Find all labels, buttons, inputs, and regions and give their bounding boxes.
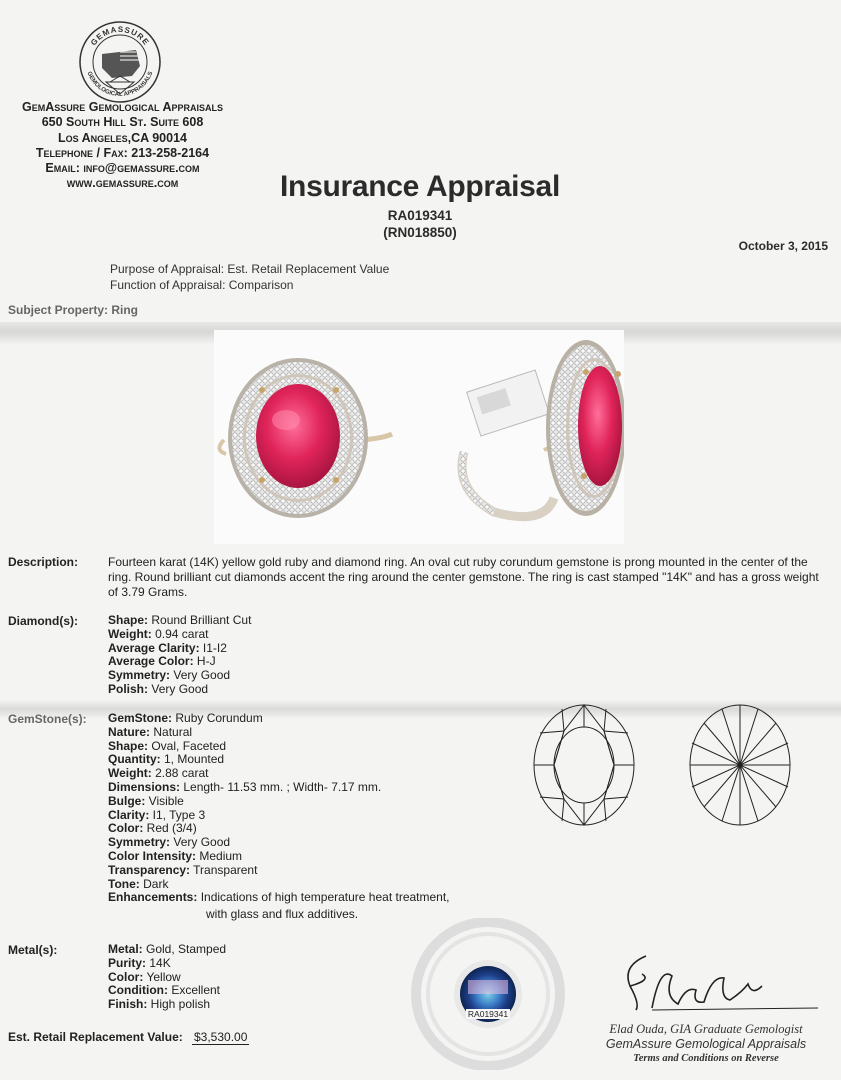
seal-number: RA019341 — [467, 1009, 509, 1019]
gemassure-logo — [78, 20, 162, 104]
diamonds-row — [108, 642, 251, 656]
field-key: Symmetry: — [108, 835, 171, 850]
field-key: GemStone: — [108, 711, 173, 725]
field-key: Condition: — [108, 983, 168, 998]
gemstone-row — [108, 740, 450, 754]
diamonds-row — [108, 628, 251, 642]
ra-number: RA019341 — [387, 208, 453, 223]
field-key: Shape: — [108, 613, 149, 627]
rn-number: (RN018850) — [383, 225, 457, 240]
gemstone-row — [108, 850, 450, 864]
field-key: Enhancements: — [108, 890, 198, 905]
field-value: Round Brilliant Cut — [148, 613, 252, 627]
company-address: 650 South Hill St. Suite 608 — [41, 115, 204, 130]
function-line: Function of Appraisal: Comparison — [110, 278, 294, 292]
diamonds-label: Diamond(s): — [8, 614, 78, 628]
gemstone-row — [108, 781, 450, 795]
company-phone: Telephone / Fax: 213-258-2164 — [35, 145, 210, 160]
field-value: Natural — [150, 724, 193, 739]
svg-text:GEMOLOGICAL APPRAISALS: GEMOLOGICAL APPRAISALS — [85, 70, 155, 99]
field-value: Red (3/4) — [143, 821, 197, 836]
field-value: Oval, Faceted — [148, 738, 227, 753]
company-name: GemAssure Gemological Appraisals — [22, 100, 223, 114]
diamonds-row — [108, 683, 251, 697]
field-key: Average Clarity: — [108, 640, 200, 655]
field-key: Shape: — [108, 738, 149, 753]
field-key: Tone: — [108, 876, 140, 891]
oval-pavilion-diagram — [690, 705, 790, 825]
field-value: I1-I2 — [199, 640, 227, 655]
company-website: www.gemassure.com — [66, 176, 179, 191]
svg-text:GEMASSURE: GEMASSURE — [88, 24, 152, 48]
metal-details — [108, 943, 226, 1012]
field-value: 14K — [146, 955, 171, 970]
gemstone-details — [108, 712, 450, 905]
gemstone-row — [108, 864, 450, 878]
field-key: Weight: — [108, 766, 152, 781]
field-value: Very Good — [170, 835, 231, 850]
field-key: Transparency: — [108, 862, 191, 877]
gemstone-row — [108, 753, 450, 767]
gemstone-row — [108, 878, 450, 892]
field-key: Color: — [108, 821, 144, 836]
metal-row — [108, 984, 226, 998]
purpose-line: Purpose of Appraisal: Est. Retail Replacement Value — [110, 262, 390, 276]
field-value: Transparent — [190, 862, 258, 877]
ring-photos — [214, 330, 624, 544]
gemstone-row — [108, 767, 450, 781]
metal-row — [108, 943, 226, 957]
field-key: Polish: — [108, 681, 149, 696]
metal-row — [108, 957, 226, 971]
field-value: Yellow — [143, 969, 181, 984]
field-value: Dark — [139, 876, 169, 891]
gemstone-label: GemStone(s): — [8, 712, 87, 726]
signer-name: Elad Ouda, GIA Graduate Gemologist — [609, 1022, 803, 1036]
company-city: Los Angeles,CA 90014 — [58, 130, 187, 145]
metal-label: Metal(s): — [8, 943, 58, 957]
diamonds-row — [108, 655, 251, 669]
gemstone-row — [108, 822, 450, 836]
field-value: 1, Mounted — [160, 752, 225, 767]
diamonds-row — [108, 669, 251, 683]
field-value: H-J — [193, 654, 216, 669]
field-value: Gold, Stamped — [142, 942, 227, 956]
field-key: Nature: — [108, 724, 151, 739]
field-value: Visible — [145, 793, 184, 808]
appraisal-date: October 3, 2015 — [738, 239, 828, 253]
gemstone-row — [108, 891, 450, 905]
field-value: Ruby Corundum — [172, 711, 263, 725]
field-key: Bulge: — [108, 793, 146, 808]
field-key: Clarity: — [108, 807, 150, 822]
field-value: Indications of high temperature heat treatment, — [197, 890, 450, 905]
diamonds-row — [108, 614, 251, 628]
diamonds-details — [108, 614, 251, 697]
field-key: Dimensions: — [108, 779, 181, 794]
field-key: Color: — [108, 969, 144, 984]
description-text: Fourteen karat (14K) yellow gold ruby and diamond ring. An oval cut ruby corundum gemstone is prong mounted in the center of the ring. Round brilliant cut diamonds accent the ring around the center gemstone. The ring is cast stamped "14K" and has a gross weight of 3.79 Grams. — [108, 555, 819, 600]
field-key: Purity: — [108, 955, 147, 970]
description-label: Description: — [8, 555, 79, 569]
company-info — [0, 100, 245, 192]
value-label: Est. Retail Replacement Value: — [8, 1030, 183, 1044]
field-value: Very Good — [170, 668, 231, 683]
metal-row — [108, 998, 226, 1012]
value-amount: $3,530.00 — [194, 1030, 248, 1044]
field-value: I1, Type 3 — [149, 807, 206, 822]
enhancements-continued: with glass and flux additives. — [206, 907, 359, 921]
field-key: Symmetry: — [108, 668, 171, 683]
oval-crown-diagram — [534, 705, 634, 825]
signature — [612, 946, 822, 1018]
gem-diagrams — [532, 703, 794, 827]
field-key: Weight: — [108, 626, 152, 641]
field-key: Quantity: — [108, 752, 161, 767]
field-value: 2.88 carat — [151, 766, 209, 781]
field-key: Finish: — [108, 997, 148, 1012]
field-value: Very Good — [148, 681, 209, 696]
signer-company: GemAssure Gemological Appraisals — [605, 1037, 807, 1051]
gemstone-row — [108, 836, 450, 850]
appraisal-numbers — [230, 207, 610, 241]
gemstone-row — [108, 809, 450, 823]
page-title: Insurance Appraisal — [280, 170, 560, 203]
purpose-block — [110, 261, 389, 293]
metal-row — [108, 971, 226, 985]
gemstone-row — [108, 726, 450, 740]
terms-note: Terms and Conditions on Reverse — [633, 1053, 779, 1064]
hologram-seal — [408, 918, 566, 1070]
field-key: Color Intensity: — [108, 848, 197, 863]
field-value: High polish — [147, 997, 211, 1012]
field-value: Length- 11.53 mm. ; Width- 7.17 mm. — [180, 779, 382, 794]
gemstone-row — [108, 712, 450, 726]
field-value: Excellent — [167, 983, 221, 998]
field-key: Metal: — [108, 942, 143, 956]
company-email: Email: info@gemassure.com — [45, 161, 200, 176]
signature-block — [586, 1022, 826, 1064]
subject-property: Subject Property: Ring — [8, 303, 139, 317]
gemstone-row — [108, 795, 450, 809]
field-key: Average Color: — [108, 654, 194, 669]
field-value: Medium — [196, 848, 243, 863]
field-value: 0.94 carat — [151, 626, 209, 641]
